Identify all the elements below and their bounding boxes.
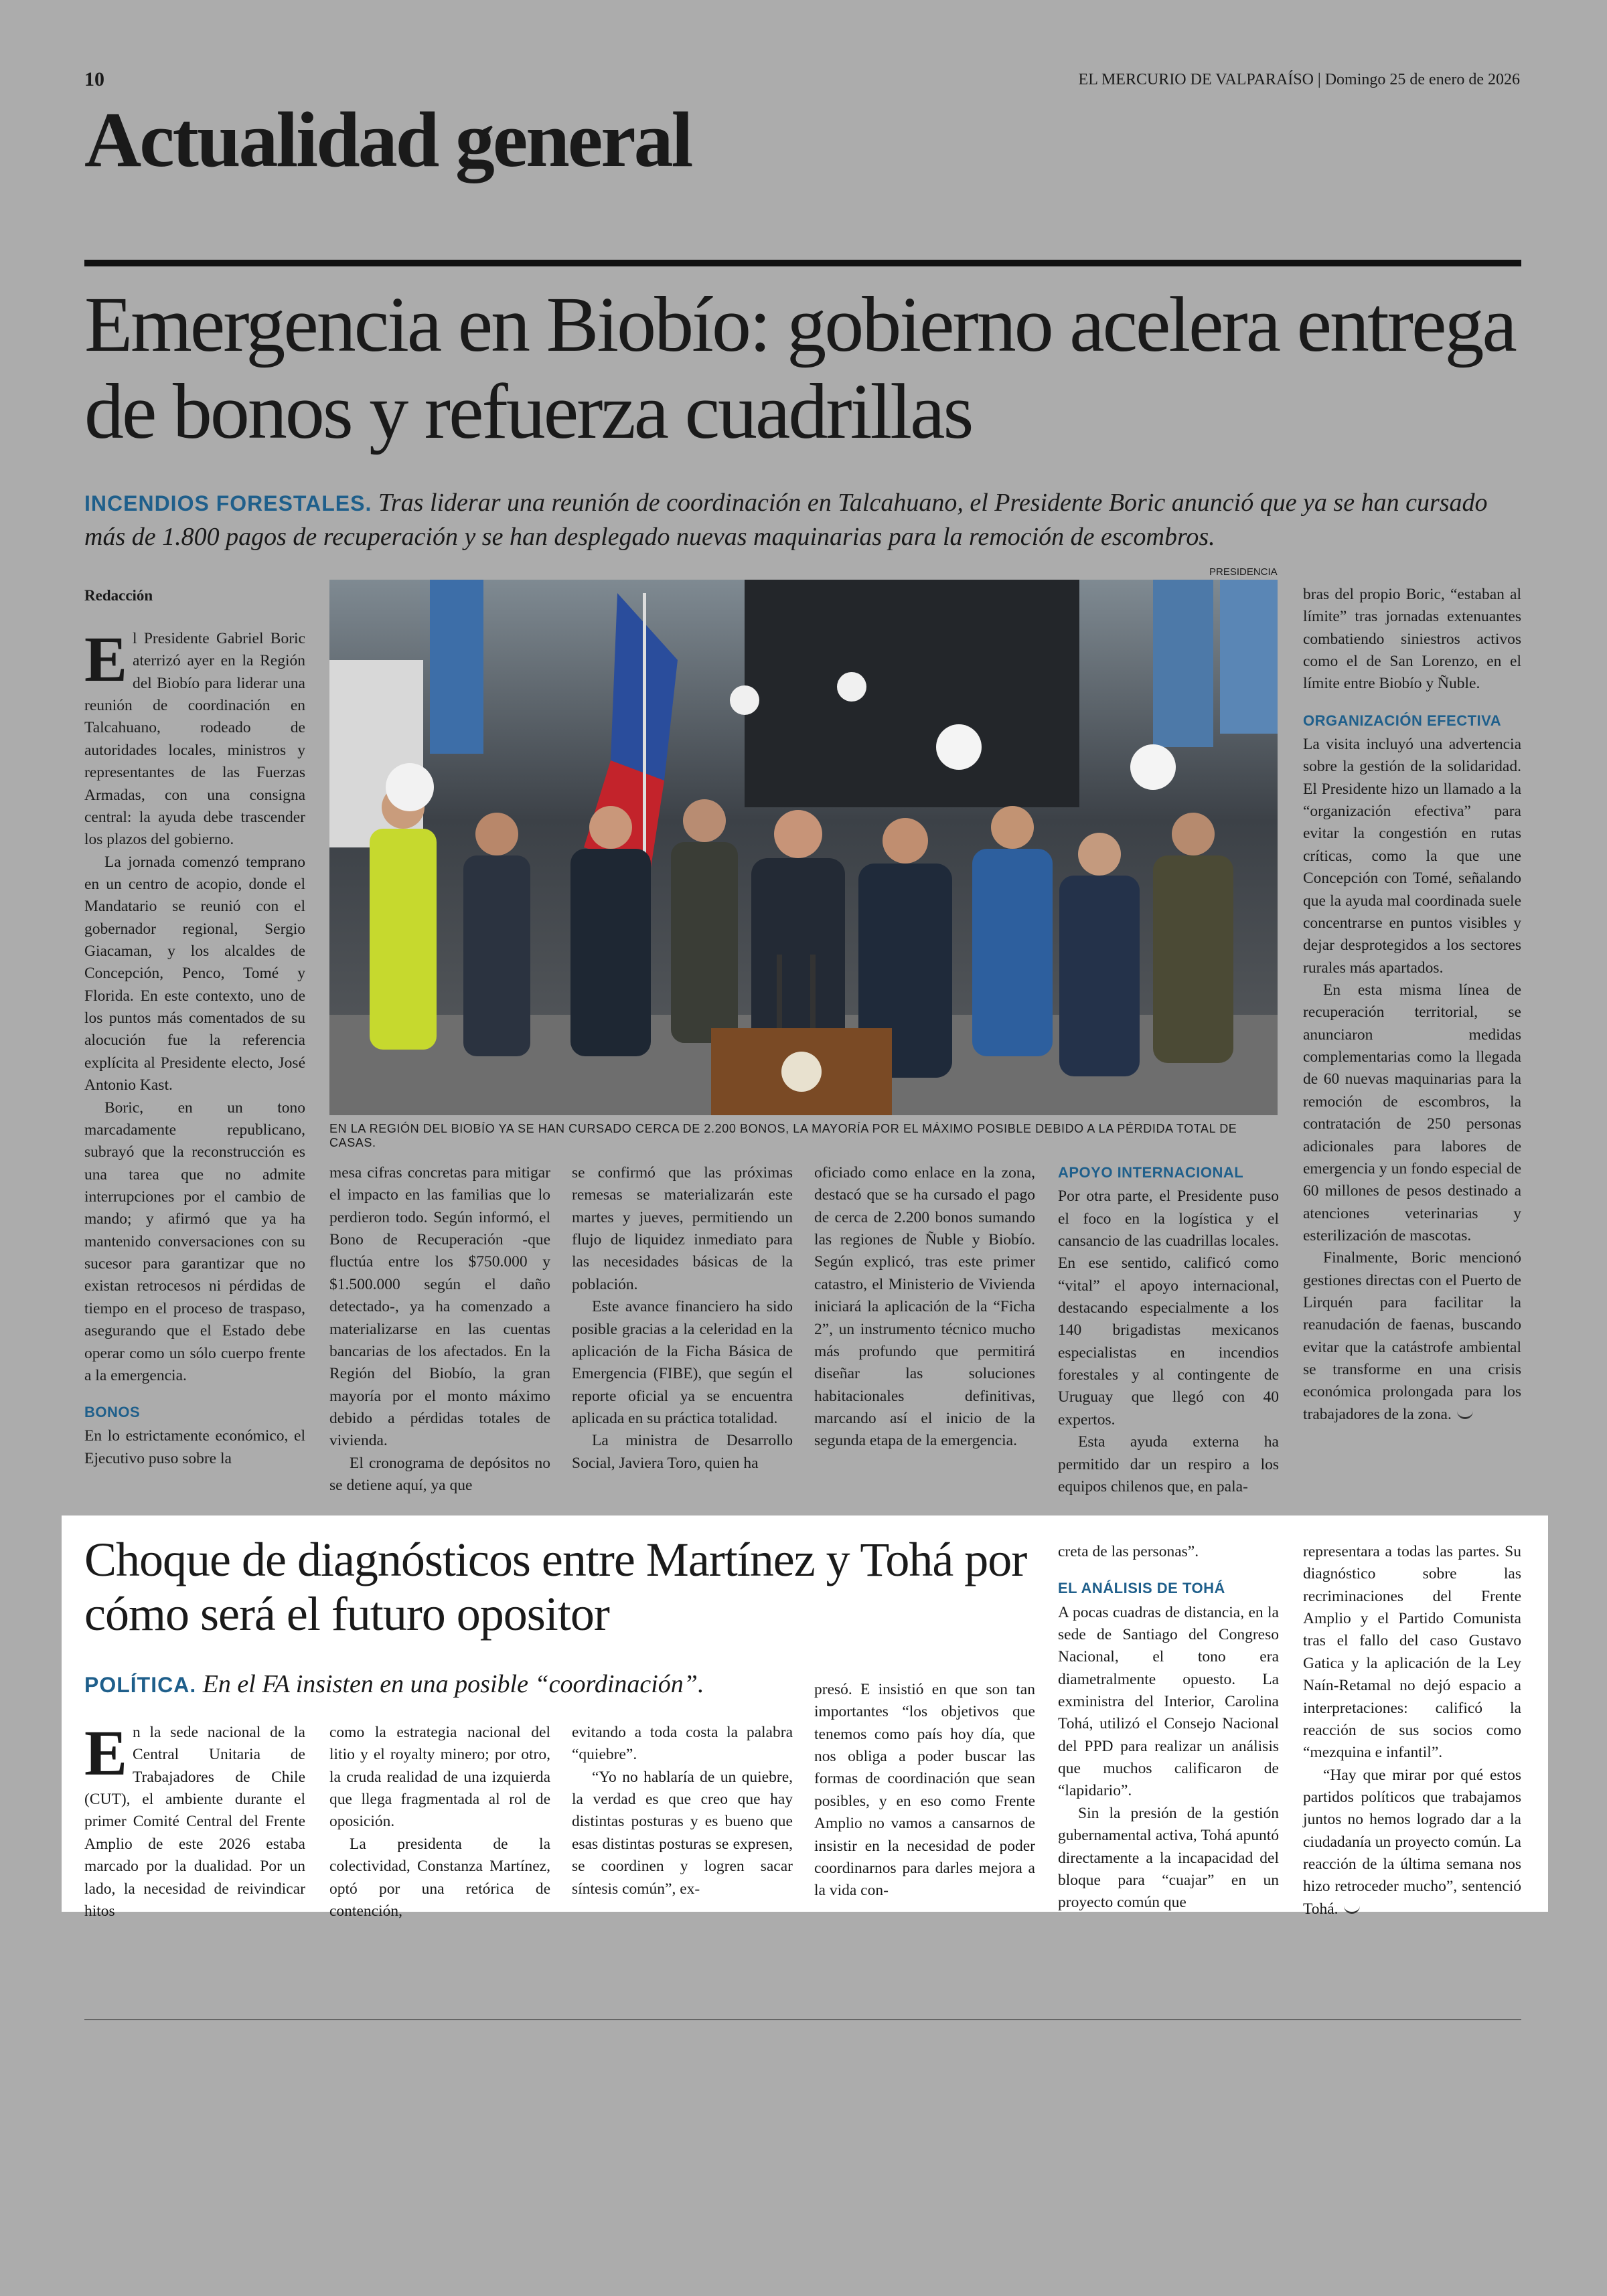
main-col5-p2: Esta ayuda externa ha permitido dar un respiro a los equipos chilenos que, en pala- <box>1058 1433 1279 1495</box>
second-kicker: POLÍTICA. <box>84 1673 197 1697</box>
second-col3-p2: “Yo no hablaría de un quiebre, la verdad es que creo que hay distintas posturas y es bueno que esas distintas posturas se expresen, se coordinen y logren sacar síntesis común”, ex- <box>572 1768 793 1898</box>
second-column-3 <box>572 1722 793 1900</box>
main-column-6 <box>1303 584 1521 1426</box>
main-col1-p3: Boric, en un tono marcadamente republicano, subrayó que la reconstrucción es una tarea que no admite interrupciones por el cambio de mando; y afirmó que ya ha mantenido conversaciones con su sucesor para garantizar que no existan retrocesos ni pérdidas de tiempo en el proceso de traspaso, asegurando que el Estado debe operar como un sólo cuerpo frente a la emergencia. <box>84 1098 305 1384</box>
second-lead <box>84 1669 704 1699</box>
dropcap: E <box>84 623 128 695</box>
second-column-2 <box>329 1722 550 1922</box>
main-photo <box>329 580 1278 1115</box>
second-col2-p1: como la estrategia nacional del litio y el royalty minero; por otro, la cruda realidad de una izquierda que llega fragmentada al rol de oposición. <box>329 1724 550 1831</box>
main-col1-p1 <box>84 623 305 851</box>
main-headline: Emergencia en Biobío: gobierno acelera entrega de bonos y refuerza cuadrillas <box>84 280 1515 455</box>
main-col6-p4 <box>1303 1247 1521 1426</box>
byline: Redacción <box>84 587 153 604</box>
photo-credit: PRESIDENCIA <box>1209 566 1278 578</box>
second-column-4 <box>814 1679 1035 1902</box>
second-col6-p2-text: “Hay que mirar por qué estos partidos políticos que trabajamos juntos no hemos logrado dar a la ciudadanía un proyecto común. La reacción de la última semana nos hizo retroceder mucho”, sentenció Tohá. <box>1303 1766 1521 1918</box>
section-title: Actualidad general <box>84 96 692 183</box>
dropcap-second: E <box>84 1717 128 1789</box>
top-rule <box>84 260 1521 266</box>
page-number: 10 <box>84 68 104 90</box>
second-col5-p3: Sin la presión de la gestión gubernamental activa, Tohá apuntó directamente a la incapacidad del bloque para “cuajar” en un proyecto común que <box>1058 1804 1279 1912</box>
second-headline: Choque de diagnósticos entre Martínez y Tohá por cómo será el futuro opositor <box>84 1533 1027 1641</box>
second-lead-text: En el FA insisten en una posible “coordinación”. <box>202 1670 704 1698</box>
end-mark-icon-2 <box>1344 1905 1360 1914</box>
second-col1-p1 <box>84 1717 305 1922</box>
main-col6-p2: La visita incluyó una advertencia sobre la gestión de la solidaridad. El Presidente hizo un llamado a la “organización efectiva” para evitar la congestión en rutas críticas, como la que une Concepción con Tomé, señalando que la ayuda mal coordinada suele concentrarse en puntos visibles y dejar desprotegidos a los sectores rurales más apartados. <box>1303 736 1521 977</box>
subhead-bonos: BONOS <box>84 1404 141 1421</box>
main-col6-p4-text: Finalmente, Boric mencionó gestiones directas con el Puerto de Lirquén para facilitar la reanudación de faenas, buscando evitar que la catástrofe ambiental se transforme en una crisis económica prolongada para los trabajadores de la zona. <box>1303 1249 1521 1423</box>
main-col1-p4: En lo estrictamente económico, el Ejecutivo puso sobre la <box>84 1427 305 1467</box>
second-col4-p1: presó. E insistió en que son tan importantes “los objetivos que tenemos como país hoy día, que nos obliga a poder buscar las formas de coordinación que sean posibles, y en eso como Frente Amplio no vamos a cansarnos de insistir en la necesidad de poder coordinarnos para darles mejora a la vida con- <box>814 1681 1035 1900</box>
main-column-3 <box>572 1162 793 1475</box>
main-col3-p1: se confirmó que las próximas remesas se materializarán este martes y jueves, permitiendo un flujo de liquidez inmediato para las necesidades básicas de la población. <box>572 1164 793 1293</box>
second-column-5 <box>1058 1541 1279 1914</box>
main-column-5 <box>1058 1162 1279 1498</box>
second-col1-p1-text: n la sede nacional de la Central Unitaria de Trabajadores de Chile (CUT), el ambiente durante el primer Comité Central del Frente Amplio de este 2026 estaba marcado por la dualidad. Por un lado, la necesidad de reivindicar hitos <box>84 1724 305 1920</box>
subhead-apoyo-internacional: APOYO INTERNACIONAL <box>1058 1164 1244 1181</box>
main-column-1 <box>84 623 305 1470</box>
second-col5-p1: creta de las personas”. <box>1058 1543 1199 1560</box>
main-column-2 <box>329 1162 550 1497</box>
second-col6-p1: representara a todas las partes. Su diagnóstico sobre las recriminaciones del Frente Amplio y el Partido Comunista tras el fallo del caso Gustavo Gatica y la aplicación de la Ley Naín-Retamal no dejó espacio a interpretaciones: calificó la reacción de sus socios como “mezquina e infantil”. <box>1303 1543 1521 1762</box>
main-col2-p1: mesa cifras concretas para mitigar el impacto en las familias que lo perdieron todo. Según informó, el Bono de Recuperación -que fluctúa entre los $750.000 y $1.500.000 según el daño detectado-, ya ha comenzado a materializarse en las cuentas bancarias de los afectados. En la Región del Biobío, la gran mayoría por el monto máximo debido a pérdidas totales de vivienda. <box>329 1164 550 1450</box>
second-column-1 <box>84 1717 305 1922</box>
main-col3-p3: La ministra de Desarrollo Social, Javiera Toro, quien ha <box>572 1432 793 1472</box>
main-kicker: INCENDIOS FORESTALES. <box>84 491 372 515</box>
main-lead-text: Tras liderar una reunión de coordinación en Talcahuano, el Presidente Boric anunció que ya se han cursado más de 1.800 pagos de recuperación y se han desplegado nuevas maquinarias para la remoción de escombros. <box>84 489 1488 551</box>
subhead-analisis-toha: EL ANÁLISIS DE TOHÁ <box>1058 1580 1225 1597</box>
main-col1-p2: La jornada comenzó temprano en un centro de acopio, donde el Mandatario se reunió con el gobernador regional, Sergio Giacaman, y los alcaldes de Concepción, Penco, Tomé y Florida. En este contexto, uno de los puntos más comentados de su alocución fue la referencia explícita al Presidente electo, José Antonio Kast. <box>84 853 305 1094</box>
second-col3-p1: evitando a toda costa la palabra “quiebre”. <box>572 1724 793 1764</box>
main-col6-p1: bras del propio Boric, “estaban al límite” tras jornadas extenuantes combatiendo siniestros activos como el de San Lorenzo, en el límite entre Biobío y Ñuble. <box>1303 586 1521 693</box>
main-col3-p2: Este avance financiero ha sido posible gracias a la celeridad en la aplicación de la Ficha Básica de Emergencia (FIBE), que según el reporte oficial ya se encuentra aplicada en su práctica totalidad. <box>572 1298 793 1427</box>
masthead: EL MERCURIO DE VALPARAÍSO | Domingo 25 de enero de 2026 <box>1078 71 1520 88</box>
main-lead <box>84 486 1524 554</box>
second-column-6 <box>1303 1541 1521 1920</box>
main-col5-p1: Por otra parte, el Presidente puso el foco en la logística y el cansancio de las cuadrillas locales. En ese sentido, calificó como “vital” el apoyo internacional, destacando especialmente a los 140 brigadistas mexicanos especialistas en incendios forestales y al contingente de Uruguay que llegó con 40 expertos. <box>1058 1187 1279 1428</box>
second-col6-p2 <box>1303 1765 1521 1921</box>
subhead-organizacion-efectiva: ORGANIZACIÓN EFECTIVA <box>1303 712 1502 729</box>
photo-caption: EN LA REGIÓN DEL BIOBÍO YA SE HAN CURSADO CERCA DE 2.200 BONOS, LA MAYORÍA POR EL MÁXIMO POSIBLE DEBIDO A LA PÉRDIDA TOTAL DE CASAS. <box>329 1122 1237 1149</box>
photo-illustration <box>329 580 1278 1115</box>
second-col5-p2: A pocas cuadras de distancia, en la sede de Santiago del Congreso Nacional, el tono era diametralmente opuesto. La exministra del Interior, Carolina Tohá, utilizó el Consejo Nacional del PPD para realizar un análisis que muchos calificaron de “lapidario”. <box>1058 1603 1279 1800</box>
second-col2-p2: La presidenta de la colectividad, Constanza Martínez, optó por una retórica de contención, <box>329 1835 550 1920</box>
main-col2-p2: El cronograma de depósitos no se detiene aquí, ya que <box>329 1454 550 1495</box>
main-column-4 <box>814 1162 1035 1453</box>
main-col4-p1: oficiado como enlace en la zona, destacó que se ha cursado el pago de cerca de 2.200 bonos sumando las regiones de Ñuble y Biobío. Según explicó, tras este primer catastro, el Ministerio de Vivienda iniciará la aplicación de la “Ficha 2”, un instrumento técnico mucho más profundo que permitirá diseñar las soluciones habitacionales definitivas, marcando así el inicio de la segunda etapa de la emergencia. <box>814 1164 1035 1450</box>
main-col6-p3: En esta misma línea de recuperación territorial, se anunciaron medidas complementarias como la llegada de 60 nuevas maquinarias para la remoción de escombros, la contratación de 250 personas adicionales para labores de emergencia y un fondo especial de 60 millones de pesos destinado a atenciones veterinarias y esterilización de mascotas. <box>1303 981 1521 1244</box>
end-mark-icon <box>1457 1410 1473 1419</box>
bottom-rule <box>84 2019 1521 2020</box>
main-col1-p1-text: l Presidente Gabriel Boric aterrizó ayer en la Región del Biobío para liderar una reunión de coordinación en Talcahuano, rodeado de autoridades locales, ministros y representantes de las Fuerzas Armadas, con una consigna central: la ayuda debe trascender los plazos del gobierno. <box>84 630 305 849</box>
